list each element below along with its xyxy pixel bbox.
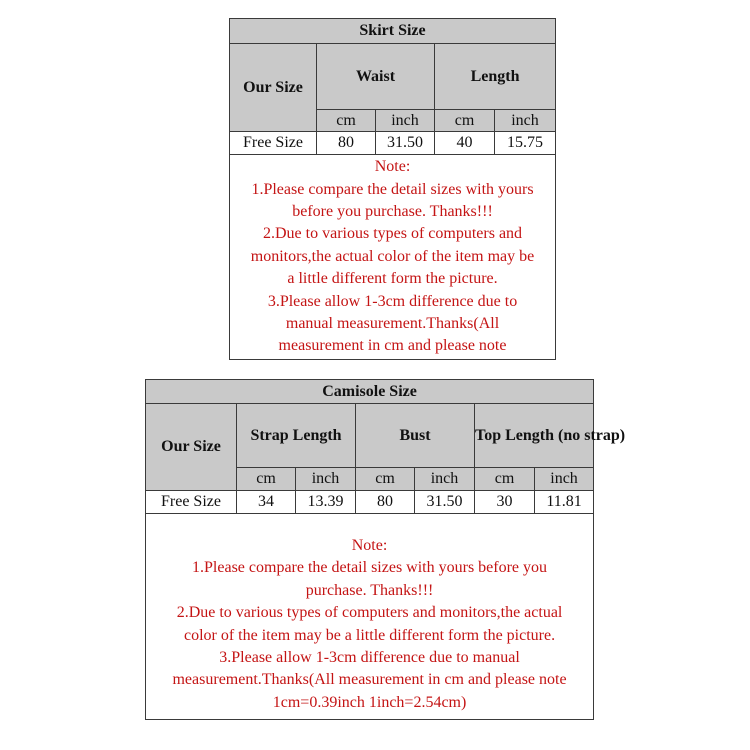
camisole-value-cell: 11.81 xyxy=(535,491,594,514)
camisole-size-row xyxy=(146,491,594,514)
skirt-length-header: Length xyxy=(435,44,556,110)
note-line: 1.Please compare the detail sizes with yours xyxy=(251,180,534,198)
note-line: purchase. Thanks!!! xyxy=(305,581,434,599)
note-line: 2.Due to various types of computers and xyxy=(262,225,523,243)
camisole-unit-cell: cm xyxy=(237,468,296,491)
skirt-value-cell: 15.75 xyxy=(495,132,556,155)
camisole-table-title: Camisole Size xyxy=(146,380,594,404)
note-line: 3.Please allow 1-3cm difference due to manual xyxy=(219,648,520,666)
camisole-unit-cell: inch xyxy=(296,468,356,491)
skirt-unit-cell: cm xyxy=(317,110,376,132)
note-line: before you purchase. Thanks!!! xyxy=(292,202,493,220)
camisole-value-cell: 80 xyxy=(356,491,415,514)
skirt-value-cell: 80 xyxy=(317,132,376,155)
camisole-unit-cell: inch xyxy=(415,468,475,491)
camisole-top-length-header: Top Length (no strap) xyxy=(475,404,594,468)
note-line: a little different form the picture. xyxy=(287,270,498,288)
skirt-unit-cell: inch xyxy=(376,110,435,132)
note-line: monitors,the actual color of the item may be xyxy=(250,247,535,265)
camisole-size-table xyxy=(145,379,626,720)
camisole-value-cell: 31.50 xyxy=(415,491,475,514)
camisole-bust-header: Bust xyxy=(356,404,475,468)
note-line: Note: xyxy=(351,536,388,554)
skirt-size-label: Free Size xyxy=(230,132,317,155)
note-line: 3.Please allow 1-3cm difference due to xyxy=(267,292,518,310)
camisole-size-label: Free Size xyxy=(146,491,237,514)
camisole-value-cell: 34 xyxy=(237,491,296,514)
camisole-unit-cell: cm xyxy=(475,468,535,491)
skirt-value-cell: 31.50 xyxy=(376,132,435,155)
camisole-unit-cell: cm xyxy=(356,468,415,491)
note-line: manual measurement.Thanks(All xyxy=(285,315,500,333)
note-line: 1cm=0.39inch 1inch=2.54cm) xyxy=(272,693,467,711)
camisole-strap-length-header: Strap Length xyxy=(237,404,356,468)
note-line: Note: xyxy=(374,158,411,176)
skirt-size-table xyxy=(229,18,556,360)
skirt-size-row xyxy=(230,132,556,155)
camisole-note xyxy=(146,514,594,720)
note-line: measurement.Thanks(All measurement in cm and please note xyxy=(172,671,567,689)
skirt-unit-cell: inch xyxy=(495,110,556,132)
camisole-value-cell: 13.39 xyxy=(296,491,356,514)
camisole-our-size-header: Our Size xyxy=(146,404,237,491)
skirt-unit-cell: cm xyxy=(435,110,495,132)
skirt-value-cell: 40 xyxy=(435,132,495,155)
camisole-value-cell: 30 xyxy=(475,491,535,514)
skirt-waist-header: Waist xyxy=(317,44,435,110)
note-line: 2.Due to various types of computers and monitors,the actual xyxy=(176,604,563,622)
note-line: 1.Please compare the detail sizes with yours before you xyxy=(192,559,548,577)
skirt-our-size-header: Our Size xyxy=(230,44,317,132)
skirt-table-title: Skirt Size xyxy=(230,19,556,44)
skirt-note xyxy=(230,155,556,360)
note-line: measurement in cm and please note xyxy=(278,337,507,355)
note-line: color of the item may be a little different form the picture. xyxy=(183,626,556,644)
camisole-unit-cell: inch xyxy=(535,468,594,491)
